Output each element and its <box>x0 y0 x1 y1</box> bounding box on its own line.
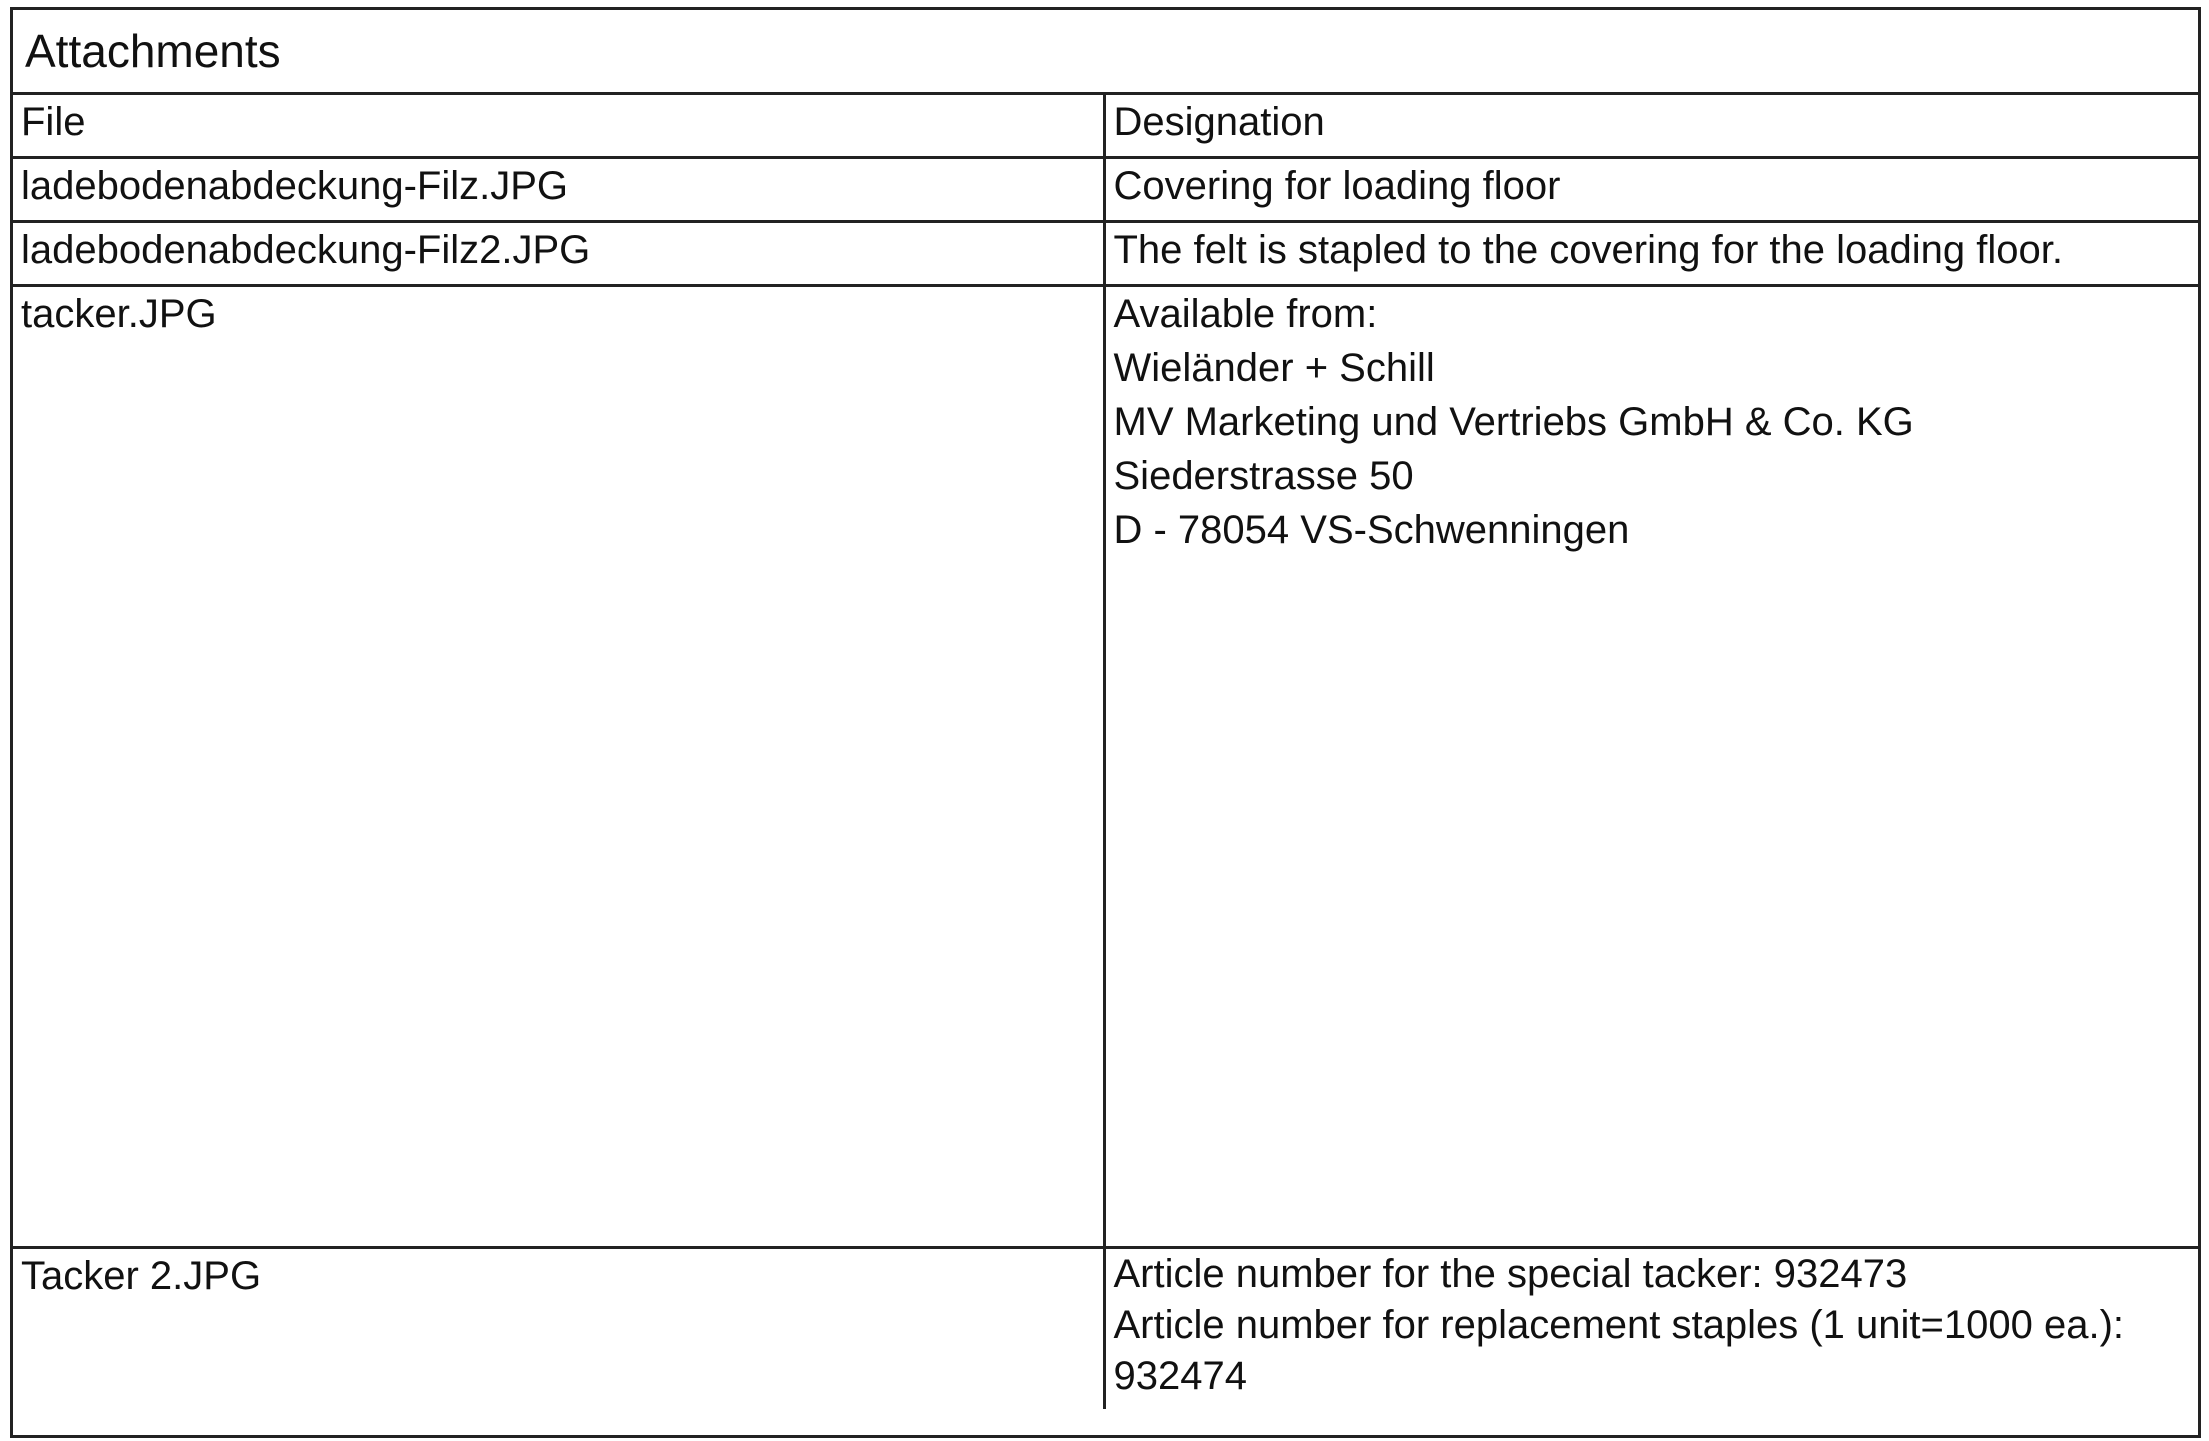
file-name-cell: tacker.JPG <box>13 286 1104 1248</box>
file-name-cell: ladebodenabdeckung-Filz.JPG <box>13 158 1104 222</box>
table-row <box>13 222 2198 286</box>
designation-line: Wieländer + Schill <box>1113 346 1435 390</box>
designation-line: Available from: <box>1113 292 1378 336</box>
designation-line: Covering for loading floor <box>1113 164 1561 208</box>
attachments-table <box>13 95 2198 1409</box>
designation-line: Article number for the special tacker: 932473 <box>1113 1252 1908 1296</box>
table-header-row <box>13 95 2198 158</box>
file-name-cell: Tacker 2.JPG <box>13 1248 1104 1410</box>
cropped-text-strip <box>0 0 2209 6</box>
table-row <box>13 158 2198 222</box>
designation-line: Article number for replacement staples (1 unit=1000 ea.): <box>1113 1303 2125 1347</box>
column-header-designation: Designation <box>1104 95 2198 158</box>
designation-line: D - 78054 VS-Schwenningen <box>1113 508 1630 552</box>
designation-cell <box>1104 1248 2198 1410</box>
designation-cell <box>1104 222 2198 286</box>
table-row <box>13 1248 2198 1410</box>
attachments-sheet <box>10 7 2201 1438</box>
table-row <box>13 286 2198 1248</box>
designation-cell <box>1104 286 2198 1248</box>
designation-line: 932474 <box>1113 1354 1247 1398</box>
file-name-cell: ladebodenabdeckung-Filz2.JPG <box>13 222 1104 286</box>
column-header-file: File <box>13 95 1104 158</box>
designation-line: The felt is stapled to the covering for the loading floor. <box>1113 228 2063 272</box>
designation-line: Siederstrasse 50 <box>1113 454 1414 498</box>
designation-line: MV Marketing und Vertriebs GmbH & Co. KG <box>1113 400 1914 444</box>
designation-cell <box>1104 158 2198 222</box>
attachments-title: Attachments <box>13 10 2198 95</box>
